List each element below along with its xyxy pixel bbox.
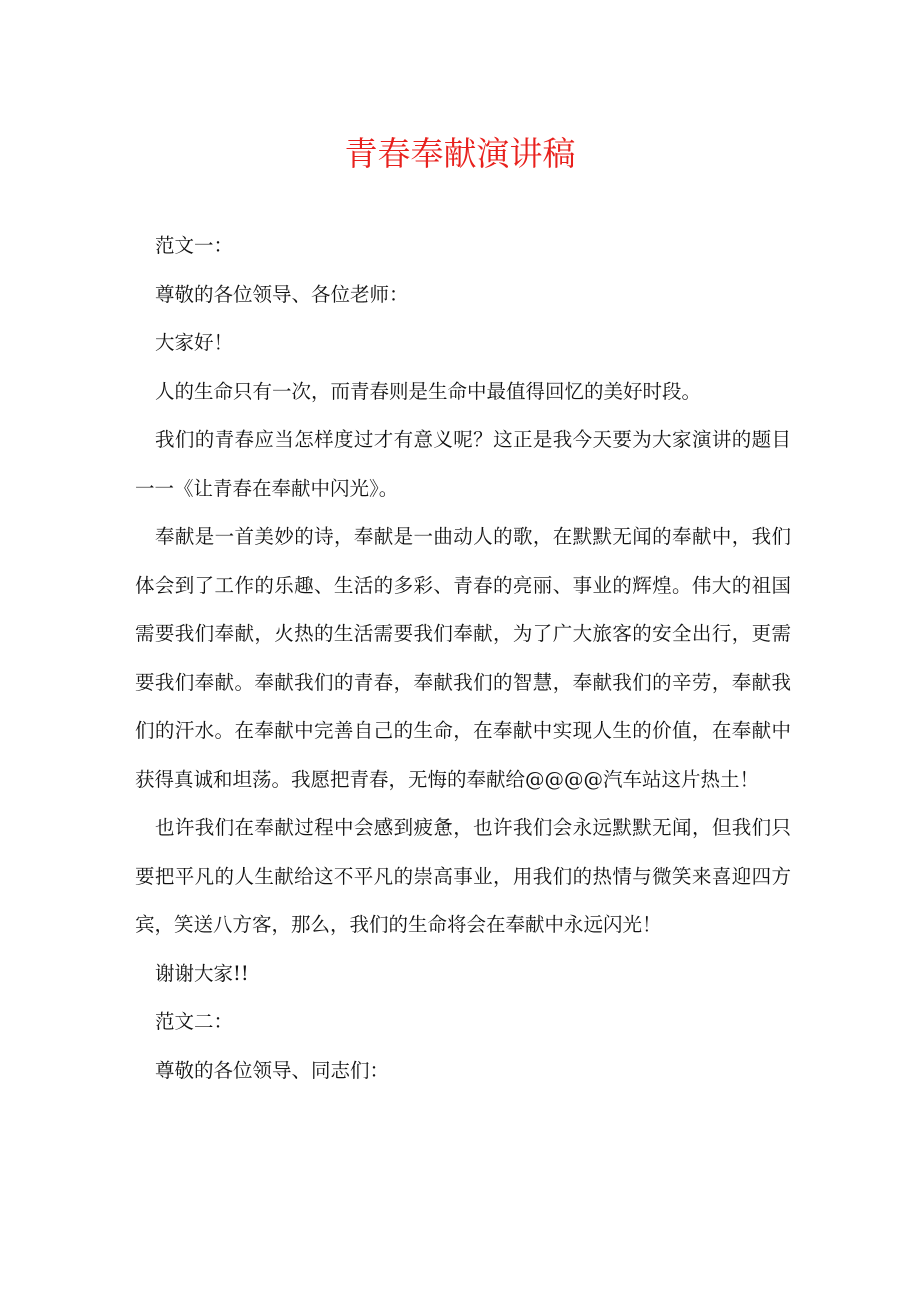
paragraph-salutation: 尊敬的各位领导、同志们：	[155, 1058, 390, 1082]
paragraph-thanks: 谢谢大家!!	[155, 961, 249, 985]
paragraph-heading-sample-1: 范文一：	[155, 234, 234, 257]
paragraph: 人的生命只有一次，而青春则是生命中最值得回忆的美好时段。	[155, 379, 702, 403]
document-body	[135, 222, 791, 1095]
paragraph-heading-sample-2: 范文二：	[155, 1010, 234, 1033]
paragraph-greeting: 大家好！	[155, 331, 234, 354]
paragraph: 我们的青春应当怎样度过才有意义呢？这正是我今天要为大家演讲的题目一一《让青春在奉献中闪光》。	[135, 428, 791, 500]
paragraph-salutation: 尊敬的各位领导、各位老师：	[155, 282, 409, 306]
document-title: 青春奉献演讲稿	[344, 134, 576, 173]
paragraph: 也许我们在奉献过程中会感到疲惫，也许我们会永远默默无闻，但我们只要把平凡的人生献给这不平凡的崇高事业，用我们的热情与微笑来喜迎四方宾，笑送八方客，那么，我们的生命将会在奉献中永远闪光！	[135, 816, 791, 936]
paragraph: 奉献是一首美妙的诗，奉献是一曲动人的歌，在默默无闻的奉献中，我们体会到了工作的乐趣、生活的多彩、青春的亮丽、事业的辉煌。伟大的祖国需要我们奉献，火热的生活需要我们奉献，为了广大旅客的安全出行，更需要我们奉献。奉献我们的青春，奉献我们的智慧，奉献我们的辛劳，奉献我们的汗水。在奉献中完善自己的生命，在奉献中实现人生的价值，在奉献中获得真诚和坦荡。我愿把青春，无悔的奉献给@@@@汽车站这片热土！	[135, 525, 791, 791]
